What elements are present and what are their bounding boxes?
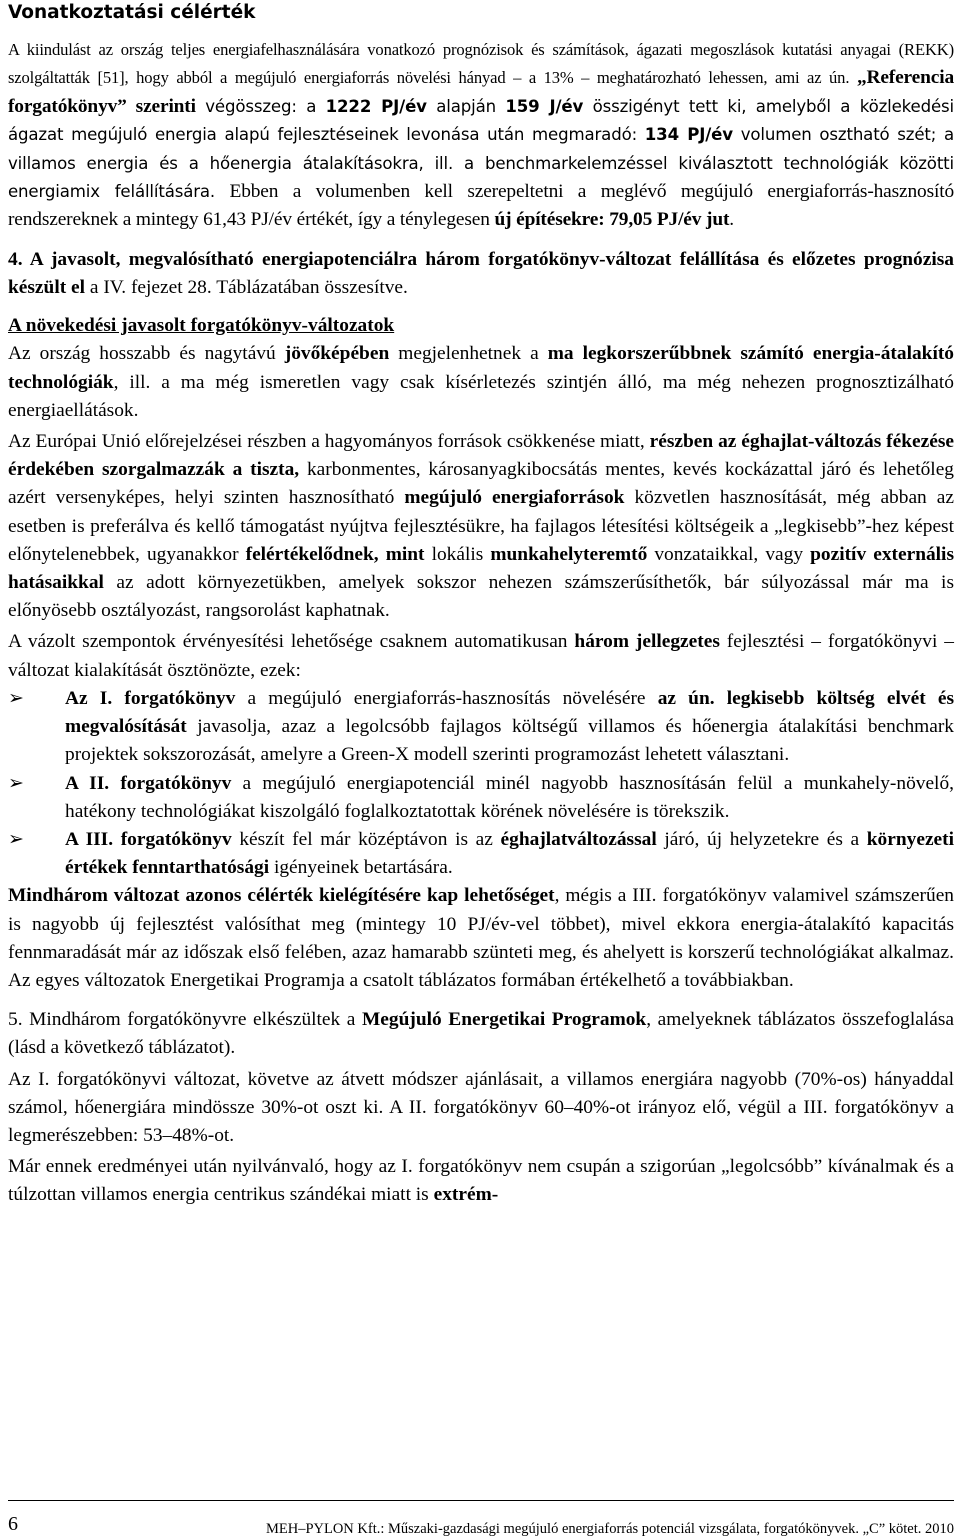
bold-run: jövőképében [284, 343, 390, 365]
bold-run: az ún. legkisebb költség elvét és megvalósítását [65, 687, 954, 738]
bold-run: Az I. forgatókönyv [65, 687, 236, 709]
bold-run: környezeti értékek fenntarthatósági [65, 828, 954, 879]
text-run: igényeinek betartására. [269, 857, 453, 879]
text-run: Ebben a volumenben kell szerepeltetni a meglévő megújuló energiaforrás-hasznosító rendszereknek a mintegy 61,43 PJ/év értékét, így a ténylegesen [8, 181, 954, 231]
list-item [8, 685, 954, 770]
bold-run: megújuló energiaforrások [404, 487, 625, 509]
bold-run: új építésekre: 79,05 PJ/év jut [494, 209, 730, 231]
text-run: összigényt tett ki, amelyből a közlekedési ágazat megújuló energia alapú fejlesztéseinek levonása után megmaradó: [8, 96, 954, 145]
bold-run: éghajlatváltozással [500, 828, 657, 850]
paragraph-ratios: Az I. forgatókönyvi változat, követve az átvett módszer ajánlásait, a villamos energiára nagyobb (70%-os) hányaddal számol, hőenergiára mindössze 30%-ot oszt ki. A II. forgatókönyv 60–40%-ot irányoz elő, végül a III. forgatókönyv a legmerészebben: 53–48%-ot. [8, 1068, 954, 1146]
text-run: a megújuló energiaforrás-hasznosítás növelésére [235, 687, 658, 709]
paragraph-point-4 [8, 246, 954, 302]
page-number: 6 [8, 1513, 18, 1535]
bold-run: pozitív externális hatásaikkal [8, 543, 954, 594]
list-item [8, 826, 954, 882]
text-run: megjelenhetnek a [389, 343, 548, 365]
text-run: Az Európai Unió előrejelzései részben a hagyományos források csökkenése miatt, [8, 431, 650, 453]
bold-run: részben az éghajlat-változás fékezése érdekében szorgalmazzák a tiszta, [8, 431, 954, 481]
bold-run: 134 PJ/év [644, 125, 733, 145]
text-run: karbonmentes, károsanyagkibocsátás mentes, kevés kockázattal járó és lehetőleg azért versenyképes, helyi szinten hasznosítható [8, 459, 954, 509]
text-run: alapján [426, 96, 506, 116]
bold-run: három jellegzetes [574, 631, 720, 653]
text-run: volumen osztható szét; a villamos energia és a hőenergia átalakításokra, ill. a benchmarkelemzéssel kiválasztott technológiák közötti energiamix felállítására. [8, 125, 954, 202]
bold-run: A III. forgatókönyv [65, 828, 232, 850]
list-item [8, 770, 954, 826]
text-run: A vázolt szempontok érvényesítési lehetősége csaknem automatikusan [8, 631, 575, 653]
paragraph-results [8, 1153, 954, 1209]
text-run: , mégis a III. forgatókönyv valamivel számszerűen is nagyobb új fejlesztést valósíthat meg (mintegy 10 PJ/év-vel többet), mivel ekkora energia-átalakító kapacitás fennmaradását már az időszak első felében, azaz hamarabb szünteti meg, és ahelyett is korszerű technológiákat alkalmaz. Az egyes változatok Energetikai Programja a csatolt táblázatos formában értékelhető a továbbiakban. [8, 885, 954, 991]
paragraph-all-three [8, 882, 954, 995]
text-run: javasolja, azaz a legolcsóbb fajlagos költségű villamos és hőenergia átalakítási benchmark projektek sokszorozását, amelyre a Green-X modell szerinti programozást lehetett választani. [65, 716, 954, 766]
arrow-bullet-icon: ➢ [8, 828, 24, 850]
text-run: A kiindulást az ország teljes energiafelhasználására vonatkozó prognózisok és számítások, ágazati megoszlások kutatási anyagai (REKK) szolgáltatták [51], hogy abból a megújuló energiaforrás növelési hányad – a 13% – meghatározható lehessen, ami az ún. [8, 40, 954, 88]
text-run: vonzataikkal, vagy [647, 543, 811, 565]
section-title: Vonatkoztatási célérték [8, 2, 256, 23]
text-run: a megújuló energiapotenciál minél nagyobb hasznosításán felül a munkahely-növelő, hatékony technológiákat kiszolgáló foglalkoztatottak körének növelésére is törekszik. [65, 772, 954, 822]
text-run: 5. Mindhárom forgatókönyvre elkészültek a [8, 1009, 362, 1031]
text-run: közvetlen hasznosítását, még abban az esetben is preferálva és kellő támogatást nyújtva fejlesztésükre, ha fajlagos létesítési költségeik a „legkisebb”-hez képest előnytelenebbek, ugyanakkor [8, 487, 954, 565]
document-page [8, 0, 954, 1210]
bold-run: 1222 PJ/év [325, 96, 427, 116]
bold-run: extrém- [433, 1184, 499, 1206]
paragraph-scenarios-intro [8, 628, 954, 684]
bold-run: Megújuló Energetikai Programok [361, 1009, 647, 1031]
bold-run: 159 J/év [505, 96, 584, 116]
text-run: fejlesztési – forgatókönyvi – változat kialakítását ösztönözte, ezek: [8, 631, 954, 681]
text-run: Már ennek eredményei után nyilvánvaló, hogy az I. forgatókönyv nem csupán a szigorúan „legolcsóbb” kívánalmak és a túlzottan villamos energia centrikus szándékai miatt is [8, 1156, 954, 1206]
arrow-bullet-icon: ➢ [8, 687, 24, 709]
text-run: végösszeg: a [195, 96, 326, 116]
paragraph-reference-target [8, 36, 954, 235]
text-run: lokális [424, 543, 491, 565]
subheading [8, 312, 954, 340]
footer-text: MEH–PYLON Kft.: Műszaki-gazdasági megújuló energiaforrás potenciál vizsgálata, forgatókönyvek. „C” kötet. 2010 [265, 1521, 954, 1537]
text-run: a IV. fejezet 28. Táblázatában összesítve. [85, 277, 408, 299]
text-run: készít fel már középtávon is az [231, 828, 501, 850]
page-footer [8, 1500, 954, 1539]
bold-run: A II. forgatókönyv [65, 772, 232, 794]
text-run: , amelyeknek táblázatos összefoglalása (lásd a következő táblázatot). [8, 1009, 954, 1059]
text-run: járó, új helyzetekre és a [656, 828, 867, 850]
paragraph-vision [8, 340, 954, 425]
bold-run: Mindhárom változat azonos célérték kielégítésére kap lehetőséget [8, 885, 555, 907]
bold-run: 4. A javasolt, megvalósítható energiapotenciálra három forgatókönyv-változat felállítása és előzetes prognózisa készült el [8, 248, 954, 299]
paragraph-point-5 [8, 1006, 954, 1062]
bold-run: munkahelyteremtő [490, 543, 648, 565]
bold-run: ma legkorszerűbbnek számító energia-átalakító technológiák [8, 343, 954, 393]
text-run: Az ország hosszabb és nagytávú [8, 343, 285, 365]
text-run: , ill. a ma még ismeretlen vagy csak kísérletezés szintjén álló, ma még nehezen prognosztizálható energiaellátások. [8, 371, 954, 421]
bold-run: „Referencia forgatókönyv” szerinti [8, 67, 954, 117]
text-run: . [729, 209, 734, 231]
bold-run: felértékelődnek, mint [245, 543, 425, 565]
paragraph-eu [8, 428, 954, 625]
scenario-list [8, 685, 954, 882]
text-run: az adott környezetükben, amelyek sokszor nehezen számszerűsíthetők, bár súlyozással már ma is előnyösebb osztályozást, rangsorolást kaphatnak. [8, 572, 954, 622]
subheading-text: A növekedési javasolt forgatókönyv-változatok [8, 315, 395, 337]
arrow-bullet-icon: ➢ [8, 772, 24, 794]
